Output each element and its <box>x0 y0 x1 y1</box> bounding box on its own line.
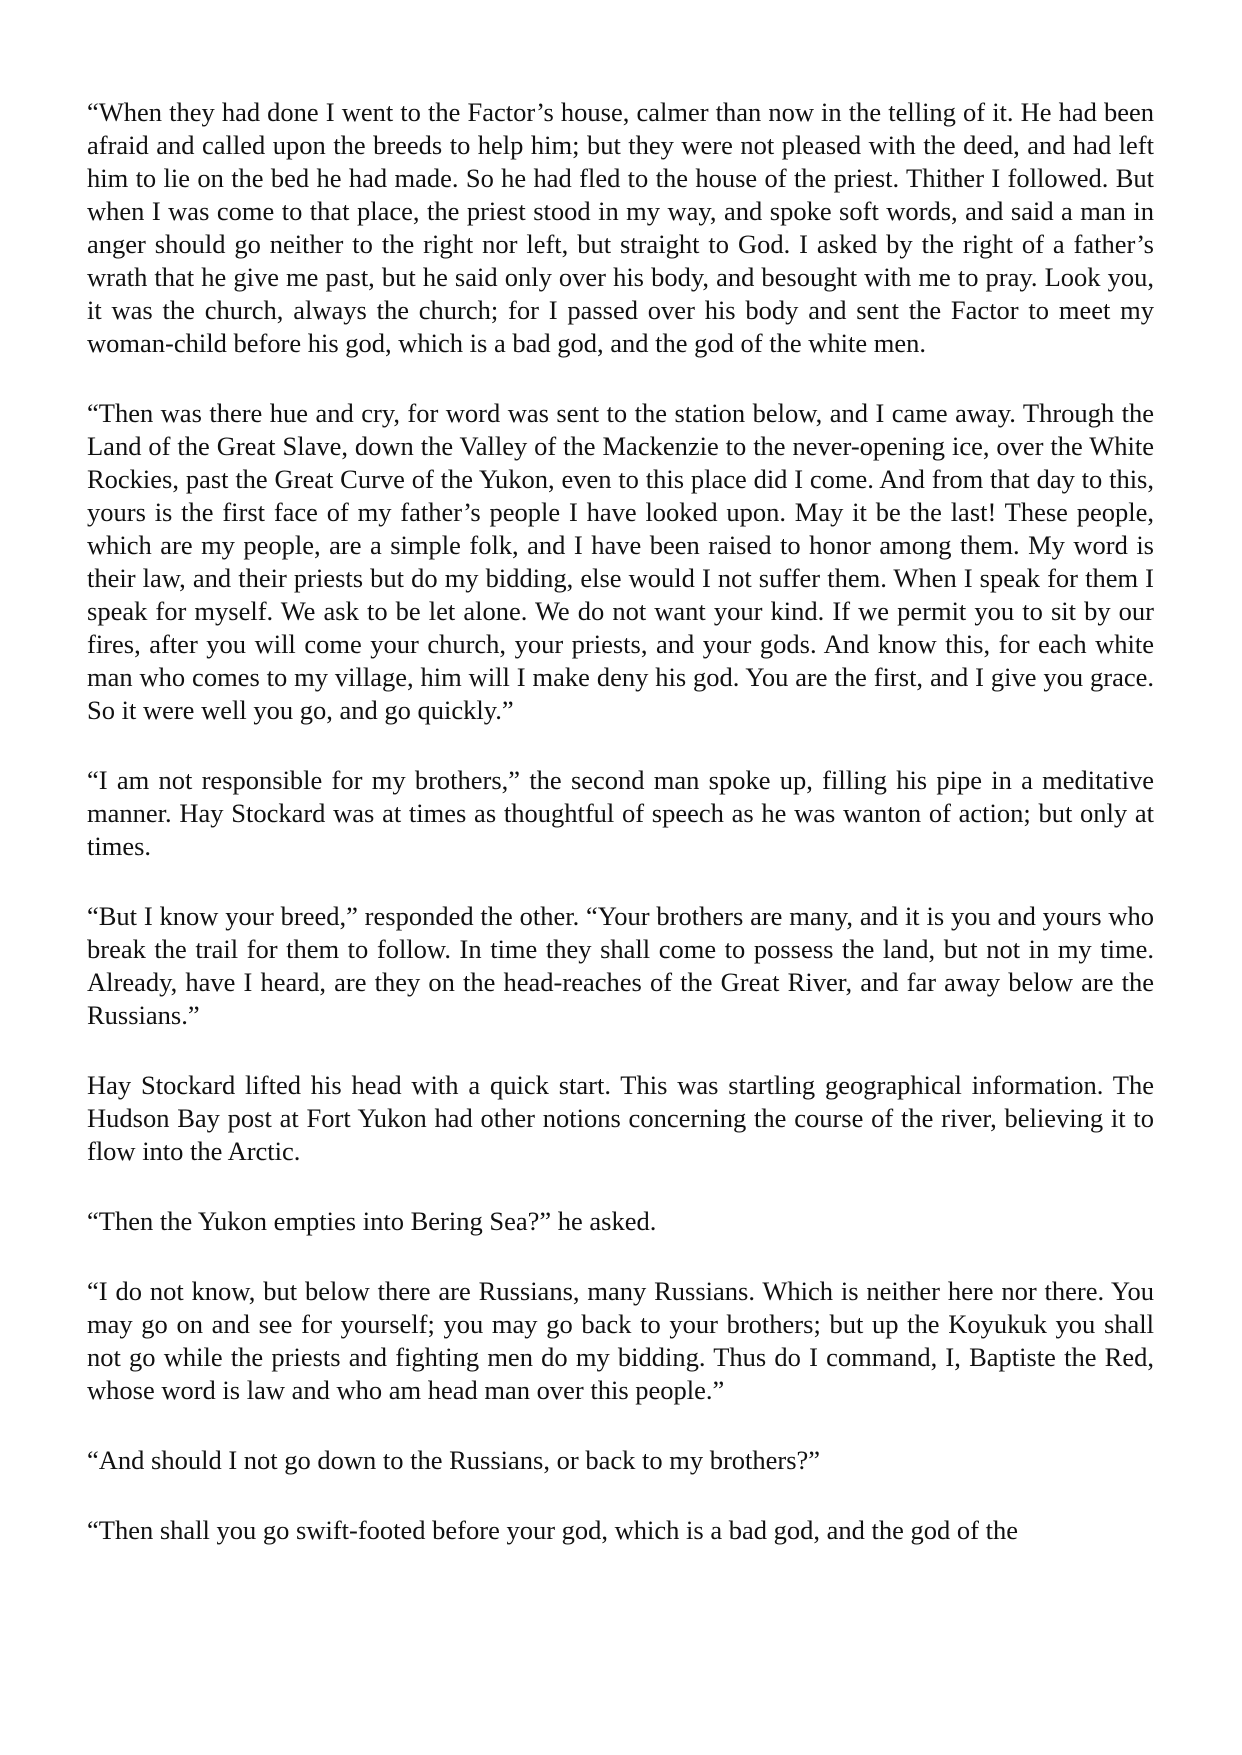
paragraph-not-responsible: “I am not responsible for my brothers,” the second man spoke up, filling his pipe in a meditative manner. Hay Stockard was at times as thoughtful of speech as he was wanton of action; but only at times. <box>87 765 1154 861</box>
paragraph-russians: “I do not know, but below there are Russians, many Russians. Which is neither here nor there. You may go on and see for yourself; you may go back to your brothers; but up the Koyukuk you shall not go while the priests and fighting men do my bidding. Thus do I command, I, Baptiste the Red, whose word is law and who am head man over this people.” <box>87 1276 1154 1405</box>
paragraph-go-down: “And should I not go down to the Russians, or back to my brothers?” <box>87 1445 821 1475</box>
paragraph-hue-and-cry: “Then was there hue and cry, for word was sent to the station below, and I came away. Through the Land of the Great Slave, down the Valley of the Mackenzie to the never-opening ice, over the White Rockies, past the Great Curve of the Yukon, even to this place did I come. And from that day to this, yours is the first face of my father’s people I have looked upon. May it be the last! These people, which are my people, are a simple folk, and I have been raised to honor among them. My word is their law, and their priests but do my bidding, else would I not suffer them. When I speak for them I speak for myself. We ask to be let alone. We do not want your kind. If we permit you to sit by our fires, after you will come your church, your priests, and your gods. And know this, for each white man who comes to my village, him will I make deny his god. You are the first, and I give you grace. So it were well you go, and go quickly.” <box>87 398 1154 725</box>
paragraph-know-your-breed: “But I know your breed,” responded the other. “Your brothers are many, and it is you and yours who break the trail for them to follow. In time they shall come to possess the land, but not in my time. Already, have I heard, are they on the head-reaches of the Great River, and far away below are the Russians.” <box>87 901 1154 1030</box>
paragraph-swift-footed: “Then shall you go swift-footed before your god, which is a bad god, and the god of the <box>87 1515 1018 1545</box>
document-page <box>87 96 1154 1547</box>
paragraph-stockard-start: Hay Stockard lifted his head with a quick start. This was startling geographical information. The Hudson Bay post at Fort Yukon had other notions concerning the course of the river, believing it to flow into the Arctic. <box>87 1070 1154 1166</box>
paragraph-bering-sea: “Then the Yukon empties into Bering Sea?” he asked. <box>87 1206 657 1236</box>
paragraph-factor-house: “When they had done I went to the Factor’s house, calmer than now in the telling of it. He had been afraid and called upon the breeds to help him; but they were not pleased with the deed, and had left him to lie on the bed he had made. So he had fled to the house of the priest. Thither I followed. But when I was come to that place, the priest stood in my way, and spoke soft words, and said a man in anger should go neither to the right nor left, but straight to God. I asked by the right of a father’s wrath that he give me past, but he said only over his body, and besought with me to pray. Look you, it was the church, always the church; for I passed over his body and sent the Factor to meet my woman-child before his god, which is a bad god, and the god of the white men. <box>87 97 1154 358</box>
